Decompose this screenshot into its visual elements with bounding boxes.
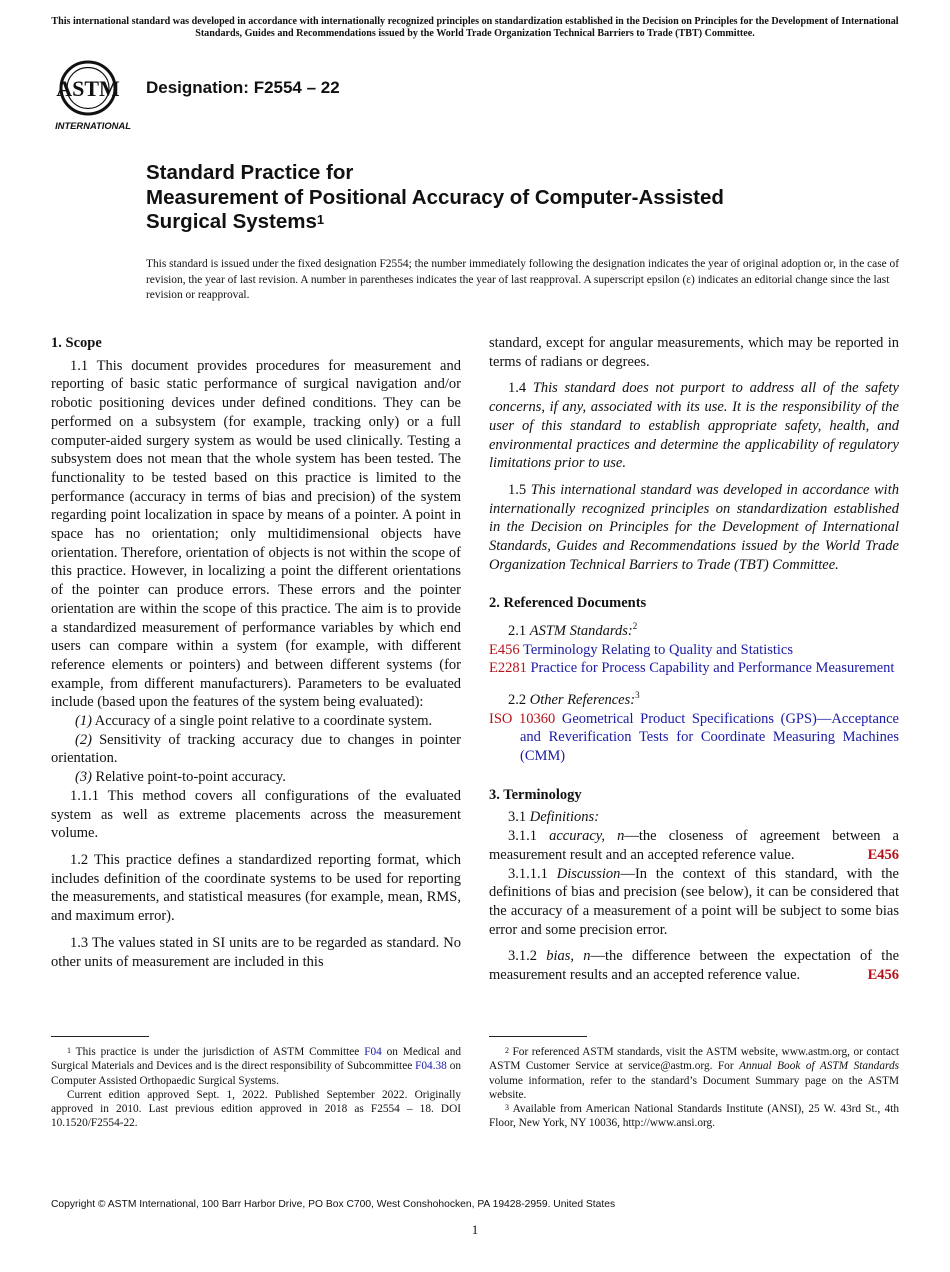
footnote-2: $^2$ For referenced ASTM standards, visit the ASTM website, www.astm.org, or contact ASTM Customer Service at service@astm.org. For Annual Book of ASTM Standards volume information, refer to the standard’s Document Summary page on the ASTM website. <box>489 1046 899 1101</box>
para-1-1-1: 1.1.1 This method covers all configurations of the evaluated system as well as extreme placements across the measurement volume. <box>51 787 461 842</box>
ref-code-iso-10360[interactable]: ISO 10360 <box>489 710 556 727</box>
scope-item-1: (1) Accuracy of a single point relative to a coordinate system. <box>75 713 433 730</box>
para-1-5: 1.5 This international standard was developed in accordance with internationally recognized principles on standardization established in the Decision on Principles for the Development of International Standards, Guides and Recommendations issued by the World Trade Organization Technical Barriers to Trade (TBT) Committee. <box>489 481 899 573</box>
ref-e456[interactable] <box>489 641 899 660</box>
para-3-1-1-1: 3.1.1.1 Discussion—In the context of this standard, with the definitions of bias and precision (see below), it can be considered that the accuracy of a measurement of a point will be subject to some bias error and some precision error. <box>489 865 899 938</box>
ref-code-e2281[interactable]: E2281 <box>489 660 527 677</box>
ref-code-e456[interactable]: E456 <box>489 641 520 658</box>
footnote-rule-left <box>51 1036 149 1037</box>
title-line-3 <box>146 210 866 235</box>
footnote-3: $^3$ Available from American National Standards Institute (ANSI), 25 W. 43rd St., 4th Floor, New York, NY 10036, http://www.ansi.org. <box>489 1103 899 1130</box>
scope-item-3: (3) Relative point-to-point accuracy. <box>75 769 286 786</box>
para-3-1: 3.1 Definitions: <box>508 809 600 826</box>
para-2-1: 2.1 ASTM Standards:$^2$ <box>508 621 638 639</box>
term-ref-e456-bias[interactable]: E456 <box>867 967 899 984</box>
para-2-2: 2.2 Other References:$^3$ <box>508 690 640 708</box>
astm-logo <box>52 58 134 132</box>
left-column <box>51 334 461 971</box>
para-3-1-2: 3.1.2 bias, n—the difference between the expectation of the measurement results and an accepted reference value. E456 <box>489 948 900 984</box>
para-1-3: 1.3 The values stated in SI units are to be regarded as standard. No other units of measurement are included in this <box>51 934 461 970</box>
footnote-rule-right <box>489 1036 587 1037</box>
ref-title-e456[interactable]: Terminology Relating to Quality and Statistics <box>522 641 794 658</box>
right-column <box>489 334 899 985</box>
link-f04[interactable]: F04 <box>364 1046 382 1058</box>
document-title <box>146 161 866 235</box>
footnote-1-edition: Current edition approved Sept. 1, 2022. Published September 2022. Originally approved in 2010. Last previous edition approved in 2018 as F2554 – 18. DOI 10.1520/F2554-22. <box>51 1088 461 1130</box>
scope-item-2: (2) Sensitivity of tracking accuracy due to changes in pointer orientation. <box>51 731 461 767</box>
page-number: 1 <box>471 1222 479 1237</box>
footnote-1: $^1$ This practice is under the jurisdiction of ASTM Committee F04 on Medical and Surgical Materials and Devices and is the direct responsibility of Subcommittee F04.38 on Computer Assisted Orthopaedic Surgical Systems. Current edition approved Sept. 1, 2022. Published September 2022. Originally approved in 2010. Last previous edition approved in 2018 as F2554 – 18. DOI 10.1520/F2554-22. <box>51 1046 462 1130</box>
title-line-2: Measurement of Positional Accuracy of Computer-Assisted <box>146 185 724 209</box>
term-ref-e456-accuracy[interactable]: E456 <box>867 846 899 863</box>
para-1-1: 1.1 This document provides procedures for measurement and reporting of basic static performance of surgical navigation and/or robotic positioning devices under defined conditions. They can be performed on a subsystem (for example, tracking only) or a full computer-aided surgery system as would be used clinically. Testing a subsystem does not mean that the whole system has been tested. The functionality to be tested based on this practice is limited to the performance (accuracy in terms of bias and precision) of the system regarding point localization in space by means of a pointer. A point in space has no orientation; only multidimensional objects have orientation. Therefore, orientation of objects is not within the scope of this practice. However, in localizing a point the different orientations of the pointer can produce errors. These errors and the pointer orientation are within the scope of this practice. The aim is to provide a standardized measurement of performance variables by which end users can compare within a system (for example, with different reference elements or pointers) and between different systems (for example, from different manufacturers). Parameters to be evaluated include (based upon the features of the system being evaluated): <box>51 357 461 711</box>
ref-title-e2281[interactable]: Practice for Process Capability and Performance Measurement <box>530 660 895 677</box>
wto-notice: This international standard was developed in accordance with internationally recognized principles on standardization established in the Decision on Principles for the Development of International Standards, Guides and Recommendations issued by the World Trade Organization Technical Barriers to Trade (TBT) Committee. <box>51 16 899 39</box>
logo-subtext: INTERNATIONAL <box>55 120 131 131</box>
title-footnote-mark: 1 <box>316 212 325 227</box>
para-3-1-1: 3.1.1 accuracy, n—the closeness of agreement between a measurement result and an accepted reference value. E456 <box>489 828 899 863</box>
para-1-4: 1.4 This standard does not purport to address all of the safety concerns, if any, associated with its use. It is the responsibility of the user of this standard to establish appropriate safety, health, and environmental practices and determine the applicability of regulatory limitations prior to use. <box>489 380 899 472</box>
ref-iso-10360[interactable] <box>489 710 899 766</box>
copyright: Copyright © ASTM International, 100 Barr Harbor Drive, PO Box C700, West Conshohocken, PA 19428-2959. United States <box>51 1199 616 1210</box>
para-1-3-continued: standard, except for angular measurements, which may be reported in terms of radians or degrees. <box>489 335 899 370</box>
section-terminology-heading: 3. Terminology <box>489 786 582 803</box>
title-line-1: Standard Practice for <box>146 161 354 184</box>
designation <box>146 78 340 98</box>
ref-e2281[interactable] <box>489 659 899 678</box>
designation-label: Designation: <box>146 78 249 97</box>
designation-number: F2554 – 22 <box>253 78 340 97</box>
section-referenced-heading: 2. Referenced Documents <box>489 595 647 612</box>
ref-title-iso-10360[interactable]: Geometrical Product Specifications (GPS)—Acceptance and Reverification Tests for Coordinate Measuring Machines (CMM) <box>520 710 899 765</box>
footnotes-right <box>489 1045 899 1131</box>
logo-text: ASTM <box>56 76 120 101</box>
title-line-3-text: Surgical Systems <box>146 210 317 233</box>
link-f04-38[interactable]: F04.38 <box>415 1060 447 1073</box>
section-scope-heading: 1. Scope <box>51 335 102 351</box>
designation-notice: This standard is issued under the fixed designation F2554; the number immediately following the designation indicates the year of original adoption or, in the case of revision, the year of last revision. A number in parentheses indicates the year of last reapproval. A superscript epsilon (ε) indicates an editorial change since the last revision or reapproval. <box>146 258 900 302</box>
para-1-2: 1.2 This practice defines a standardized reporting format, which includes definition of the coordinate systems to be used for reporting the measurements, and statistical measures (for example, mean, RMS, and maximum error). <box>51 851 461 925</box>
